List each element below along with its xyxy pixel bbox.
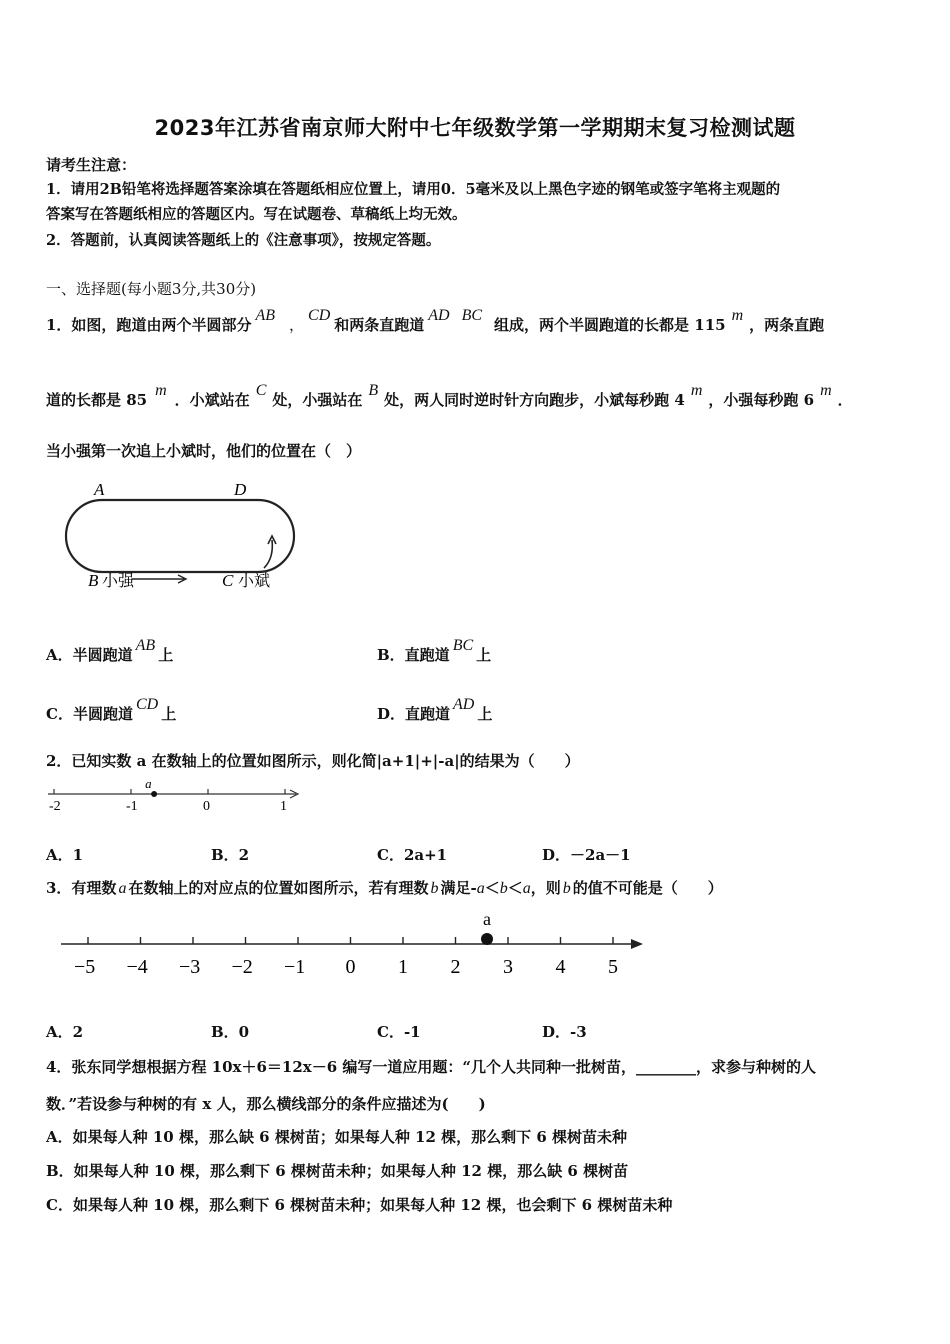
option-d[interactable]: D．－2a－1 [542,846,631,864]
section-heading: 一、选择题(每小题3分,共30分) [46,280,257,298]
track-figure [60,478,300,598]
track-label-a: A [94,480,105,499]
option-a[interactable]: A．1 [46,846,84,864]
notice-line: 答案写在答题纸相应的答题区内。写在试题卷、草稿纸上均无效。 [46,206,467,223]
question-2-stem: 2．已知实数 a 在数轴上的位置如图所示，则化简|a+1|+|-a|的结果为（ ） [46,752,580,770]
option-b[interactable]: B．直跑道BC上 [377,637,492,664]
option-d[interactable]: D．直跑道AD上 [377,696,493,723]
question-1-stem: 1．如图，跑道由两个半圆部分AB，CD和两条直跑道AD BC组成，两个半圆跑道的长都是 115m，两条直跑 [46,307,825,334]
tick-label: -1 [126,799,138,814]
point-a-label: a [483,909,491,929]
option-b[interactable]: B．0 [211,1023,250,1041]
track-label-xiaoqiang: 小强 [102,573,135,590]
tick-label: 1 [398,956,408,978]
tick-label: 0 [345,956,356,978]
notice-line: 2．答题前，认真阅读答题纸上的《注意事项》，按规定答题。 [46,232,441,249]
tick-label: −1 [284,956,306,978]
notice-line: 1．请用2B铅笔将选择题答案涂填在答题纸相应位置上，请用0．5毫米及以上黑色字迹的钢笔或签字笔将主观题的 [46,181,781,198]
option-c[interactable]: C．如果每人种 10 棵，那么剩下 6 棵树苗未种；如果每人种 12 棵，也会剩下 6 棵树苗未种 [46,1196,673,1214]
question-4-stem: 4．张东同学想根据方程 10x＋6＝12x－6 编写一道应用题：“几个人共同种一批树苗，________，求参与种树的人 [46,1058,817,1076]
option-a[interactable]: A．半圆跑道AB上 [46,637,174,664]
tick-label: 0 [203,799,210,814]
tick-label: −2 [231,956,253,978]
question-4-stem: 数．”若设参与种树的有 x 人，那么横线部分的条件应描述为( ) [46,1095,486,1113]
option-b[interactable]: B．2 [211,846,250,864]
question-1-stem: 道的长都是 85m．小斌站在C处，小强站在B处，两人同时逆时针方向跑步，小斌每秒跑 4m，小强每秒跑 6m． [46,382,853,409]
page-title: 2023年江苏省南京师大附中七年级数学第一学期期末复习检测试题 [154,116,796,140]
tick-label: −3 [179,956,201,978]
tick-label: 5 [608,956,618,978]
option-c[interactable]: C．-1 [377,1023,421,1041]
point-a [151,791,157,797]
option-d[interactable]: D．-3 [542,1023,587,1041]
tick-label: −5 [74,956,96,978]
option-a[interactable]: A．如果每人种 10 棵，那么缺 6 棵树苗；如果每人种 12 棵，那么剩下 6 棵树苗未种 [46,1128,628,1146]
question-3-stem: 3．有理数 a 在数轴上的对应点的位置如图所示，若有理数 b 满足-a＜b＜a，则 b 的值不可能是（ ） [46,879,723,897]
option-c[interactable]: C．半圆跑道CD上 [46,696,177,723]
track-label-c: C [222,571,234,590]
tick-label: 2 [450,956,461,978]
point-a-label: a [145,776,152,791]
tick-label: -2 [49,799,61,814]
number-line-q3 [55,906,655,982]
tick-label: 3 [503,956,513,978]
track-label-d: D [234,480,247,499]
question-1-stem: 当小强第一次追上小斌时，他们的位置在（ ） [46,442,362,460]
point-a [481,933,493,945]
tick-label: 4 [555,956,566,978]
option-c[interactable]: C．2a+1 [377,846,448,864]
number-line-q2 [40,776,320,818]
notice-heading: 请考生注意： [46,156,137,174]
option-b[interactable]: B．如果每人种 10 棵，那么剩下 6 棵树苗未种；如果每人种 12 棵，那么缺 6 棵树苗 [46,1162,629,1180]
option-a[interactable]: A．2 [46,1023,84,1041]
track-label-b: B [88,571,99,590]
track-label-xiaobin: 小斌 [238,573,271,590]
tick-label: −4 [126,956,148,978]
tick-label: 1 [280,799,287,814]
